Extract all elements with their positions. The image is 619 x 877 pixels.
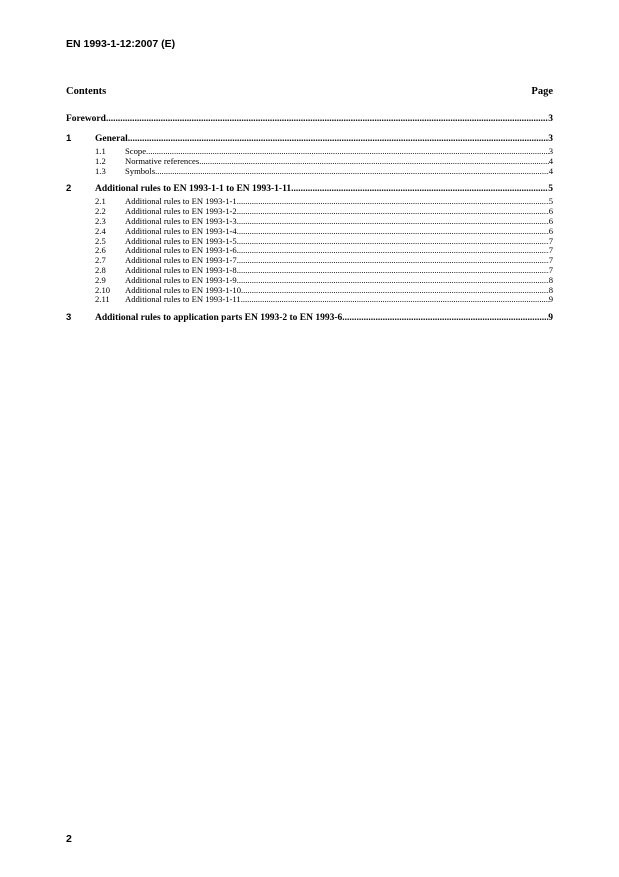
toc-subentry[interactable] [66,167,553,177]
toc-entry-title: Symbols [125,166,156,176]
toc-entry-title: Additional rules to EN 1993-1-9 [125,275,237,285]
toc-subentry[interactable] [66,217,553,227]
toc-entry-page: 5 [548,197,553,207]
dot-leader [199,157,549,167]
toc-entry-page: 3 [548,147,553,156]
toc-entry-page: 9 [548,313,553,324]
toc-entry-page: 7 [548,256,553,266]
toc-subsection-number: 1.3 [95,166,106,176]
toc-subentry[interactable] [66,207,553,217]
toc-entry-title: Additional rules to EN 1993-1-5 [125,236,237,246]
dot-leader [237,217,549,227]
toc-entry-page: 7 [548,265,553,275]
contents-heading [66,86,553,97]
dot-leader [237,197,549,207]
toc-subentry[interactable] [66,227,553,237]
dot-leader [237,276,549,286]
toc-subentry[interactable] [66,295,553,305]
dot-leader [237,237,549,247]
toc-entry-title: Additional rules to EN 1993-1-10 [125,285,241,295]
page-number: 2 [66,833,72,845]
toc-entry-title: Additional rules to application parts EN 1993-2 to EN 1993-6 [95,313,343,324]
toc-subsection-list [66,147,553,176]
dot-leader [106,113,548,125]
toc-entry-title: Additional rules to EN 1993-1-11 [125,295,241,305]
toc-entry-page: 9 [548,295,553,305]
toc-subsection-number: 2.2 [95,207,106,217]
dot-leader [342,312,548,324]
dot-leader [237,256,549,266]
dot-leader [241,295,549,305]
toc-entry-title: Additional rules to EN 1993-1-7 [125,256,237,266]
dot-leader [237,227,549,237]
toc-subsection-number: 2.11 [95,295,110,305]
toc-subsection-number: 2.8 [95,265,106,275]
toc-subentry[interactable] [66,276,553,286]
toc-entry-page: 3 [548,114,553,124]
toc-section-number: 3 [66,312,72,324]
toc-section-number: 2 [66,183,72,195]
dot-leader [237,207,549,217]
toc-entry-page: 6 [548,216,553,226]
toc-subsection-number: 2.9 [95,275,106,285]
toc-entry-title: Normative references [125,156,200,166]
toc-subentry[interactable] [66,246,553,256]
dot-leader [241,286,549,296]
toc-subsection-number: 2.3 [95,216,106,226]
toc-subentry[interactable] [66,237,553,247]
dot-leader [128,133,549,145]
toc-subentry[interactable] [66,286,553,296]
toc-entry-title: Additional rules to EN 1993-1-1 [125,197,237,207]
toc-subentry[interactable] [66,197,553,207]
toc-entry-title: Scope [125,147,147,156]
contents-title: Contents [66,86,107,97]
toc-entry-title: Additional rules to EN 1993-1-6 [125,246,237,256]
toc-entry-title: General [95,134,128,144]
dot-leader [146,147,549,157]
toc-entry-section-3[interactable] [66,312,553,324]
dot-leader [291,183,548,195]
toc-entry-page: 4 [548,166,553,176]
toc-subsection-number: 2.1 [95,197,106,207]
table-of-contents [66,113,553,324]
toc-entry-page: 4 [548,156,553,166]
toc-entry-page: 5 [548,184,553,195]
toc-subentry[interactable] [66,157,553,167]
toc-entry-title: Foreword [66,114,106,124]
toc-entry-foreword[interactable] [66,113,553,125]
toc-entry-page: 8 [548,285,553,295]
dot-leader [237,246,549,256]
toc-subsection-number: 1.2 [95,156,106,166]
toc-subsection-number: 2.10 [95,285,111,295]
toc-entry-title: Additional rules to EN 1993-1-4 [125,226,237,236]
dot-leader [155,167,549,177]
toc-entry-section-2[interactable] [66,183,553,195]
toc-entry-page: 6 [548,207,553,217]
toc-entry-title: Additional rules to EN 1993-1-3 [125,216,237,226]
toc-entry-title: Additional rules to EN 1993-1-2 [125,207,237,217]
toc-entry-title: Additional rules to EN 1993-1-8 [125,265,237,275]
toc-subsection-number: 1.1 [95,147,106,156]
toc-section-number: 1 [66,133,72,144]
toc-entry-page: 3 [548,134,553,144]
toc-entry-page: 8 [548,275,553,285]
toc-entry-page: 6 [548,226,553,236]
toc-subentry[interactable] [66,266,553,276]
toc-subsection-list [66,197,553,305]
toc-subsection-number: 2.4 [95,226,106,236]
dot-leader [237,266,549,276]
document-id-header: EN 1993-1-12:2007 (E) [66,38,176,50]
toc-entry-page: 7 [548,236,553,246]
toc-subsection-number: 2.7 [95,256,106,266]
toc-entry-section-1[interactable] [66,133,553,145]
page-column-label: Page [531,86,553,97]
toc-entry-page: 7 [548,246,553,256]
toc-subentry[interactable] [66,147,553,157]
toc-subsection-number: 2.5 [95,236,106,246]
toc-entry-title: Additional rules to EN 1993-1-1 to EN 1993-1-11 [95,184,292,195]
toc-subsection-number: 2.6 [95,246,106,256]
toc-subentry[interactable] [66,256,553,266]
